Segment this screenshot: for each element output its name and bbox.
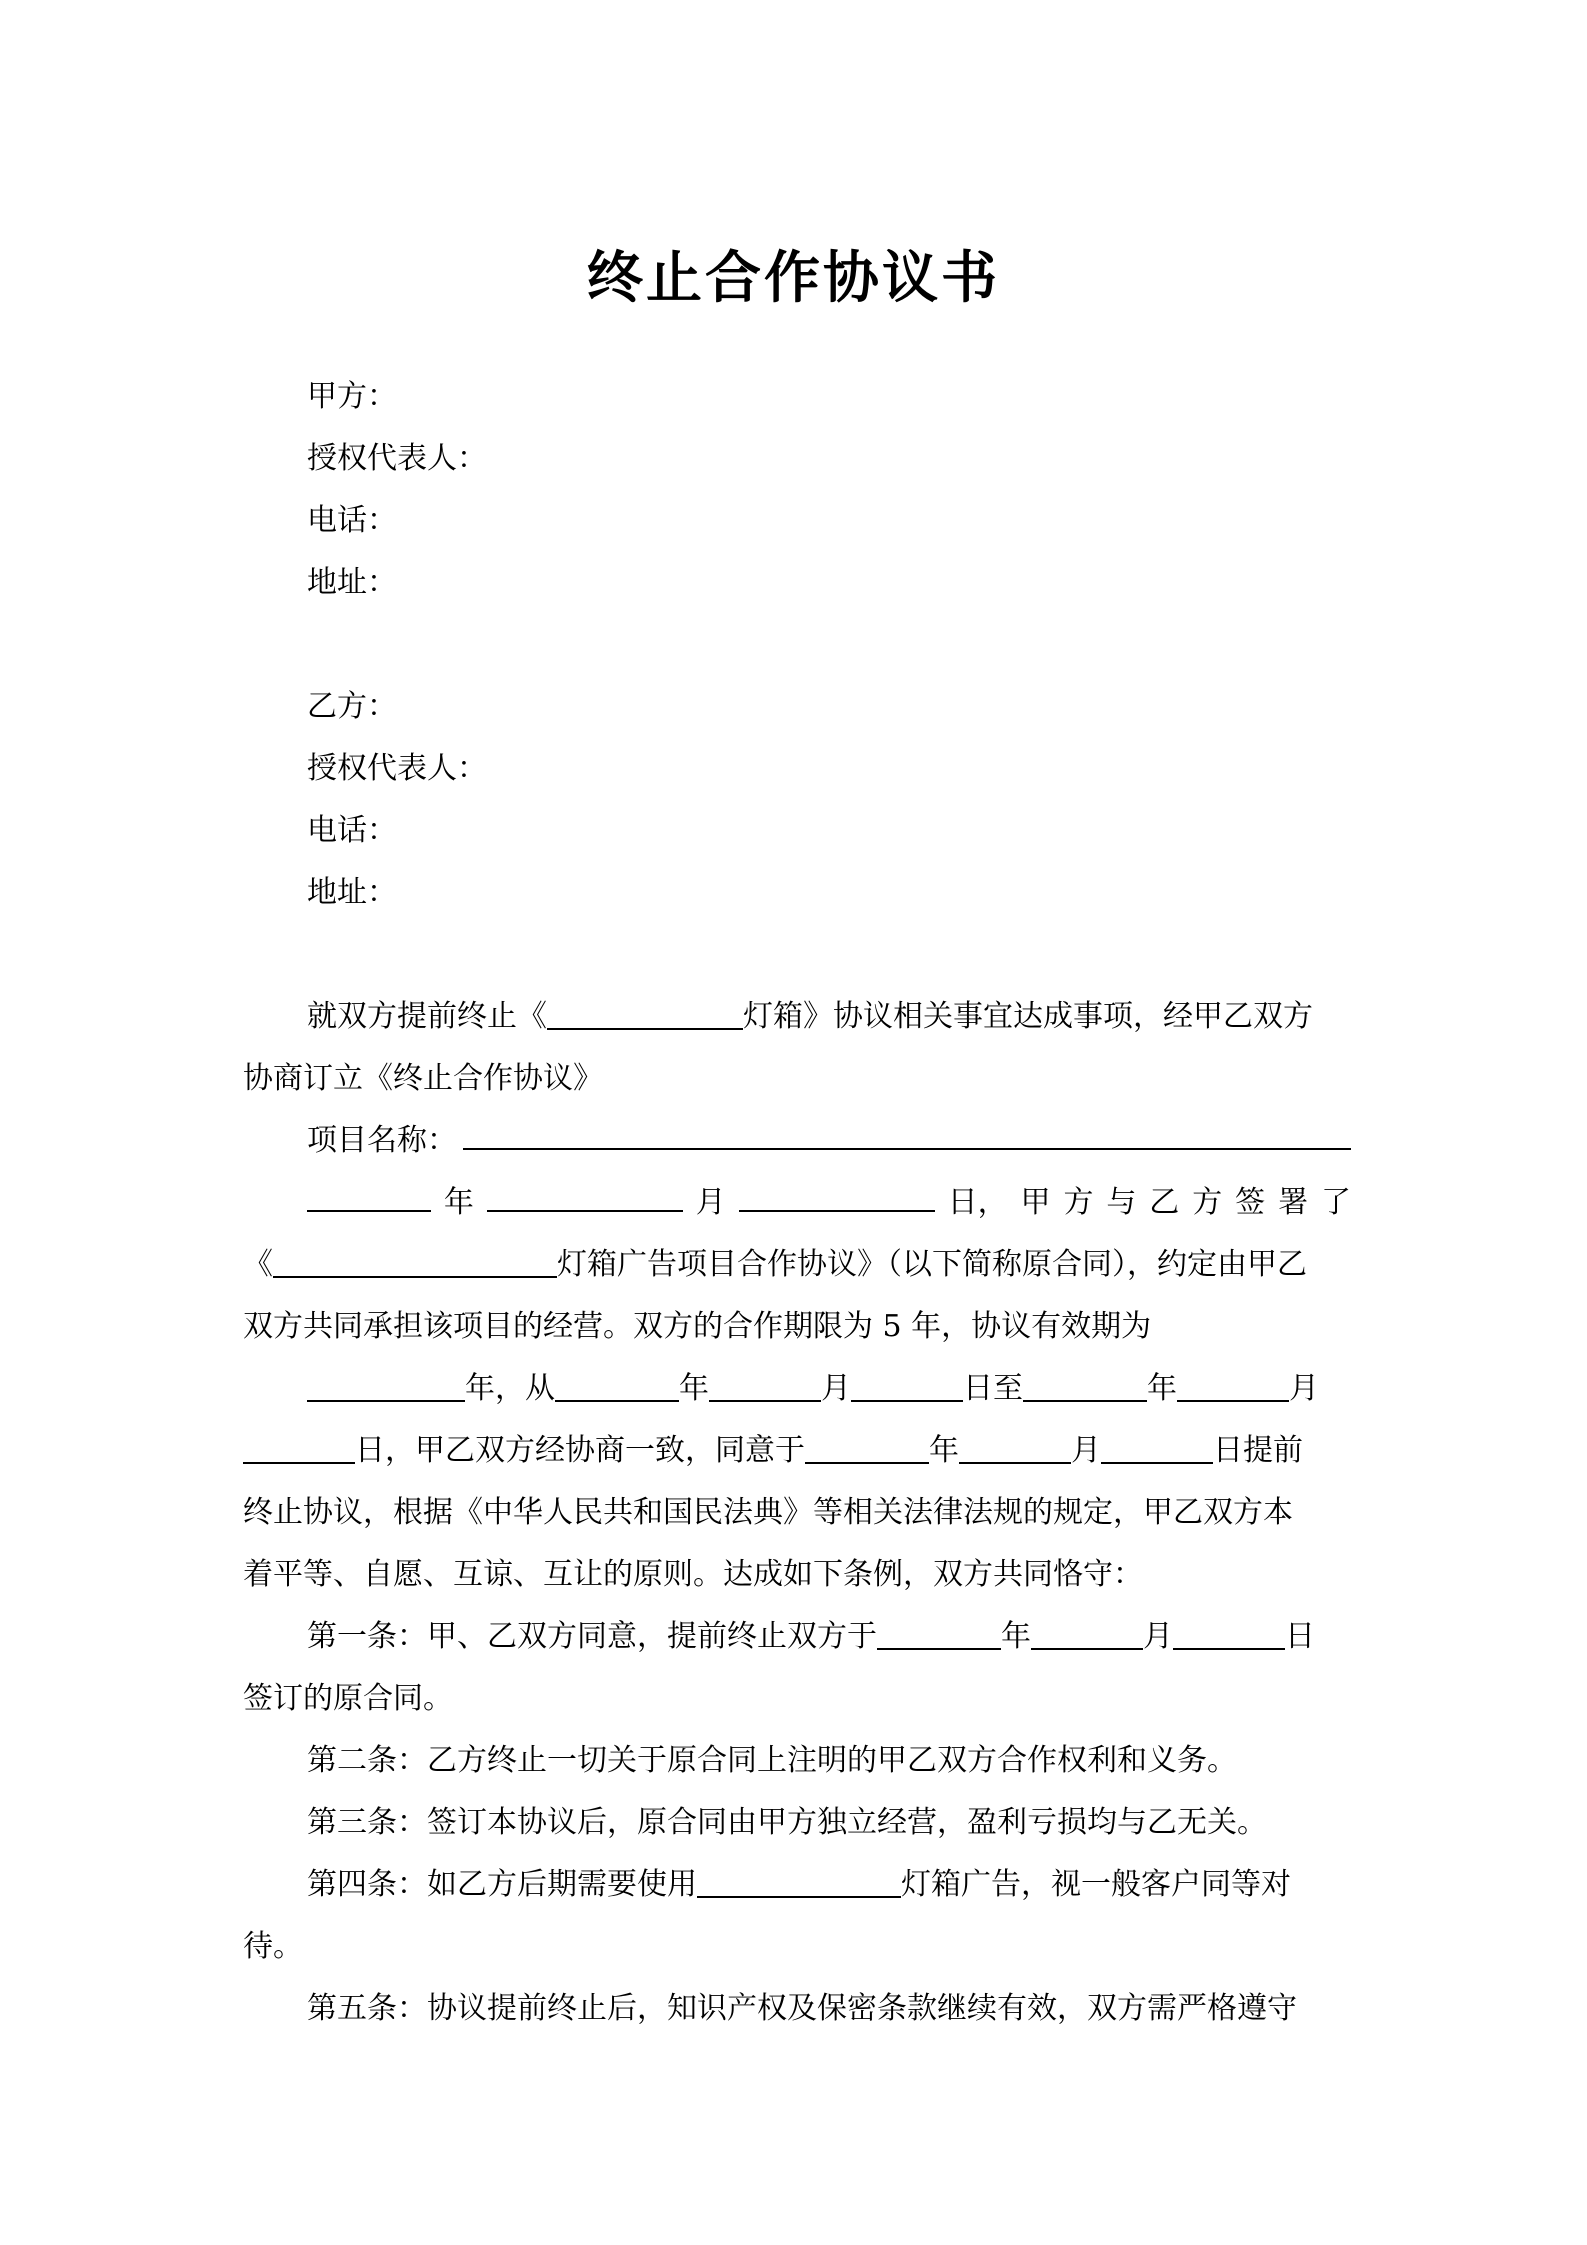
article-1-line-2: 签订的原合同。 [243,1681,453,1716]
article-1-month-blank[interactable] [1031,1618,1143,1650]
contract-name-text: 灯箱广告项目合作协议》（以下简称原合同），约定由甲乙 [557,1247,1307,1282]
article-1-text: 第一条：甲、乙双方同意，提前终止双方于 [307,1619,877,1654]
signed-char: 与 [1106,1185,1137,1220]
term-text: 日提前 [1213,1433,1303,1468]
article-1-text: 日 [1285,1619,1315,1654]
end-year-blank[interactable] [1023,1370,1147,1402]
term-text: 年 [679,1371,709,1406]
article-1-text: 年 [1001,1619,1031,1654]
signing-month-label: 月 [695,1185,726,1220]
term-text: 日，甲乙双方经协商一致，同意于 [355,1433,805,1468]
end-month-blank[interactable] [1177,1370,1289,1402]
quote-open: 《 [243,1247,273,1282]
signing-month-blank[interactable] [487,1180,683,1212]
signed-char: 了 [1320,1185,1351,1220]
term-text: 月 [821,1371,851,1406]
preamble-text: 灯箱》协议相关事宜达成事项，经甲乙双方 [743,999,1313,1034]
party-b-name-label: 乙方： [307,689,397,724]
signing-year-blank[interactable] [307,1180,431,1212]
signing-year-label: 年 [443,1185,474,1220]
signed-char: 方 [1063,1185,1094,1220]
start-month-blank[interactable] [709,1370,821,1402]
signing-day-blank[interactable] [739,1180,935,1212]
party-b-rep-label: 授权代表人： [307,751,487,786]
article-1-text: 月 [1143,1619,1173,1654]
document-body [243,366,1351,2040]
start-year-blank[interactable] [555,1370,679,1402]
preamble-line-2: 协商订立《终止合作协议》 [243,1061,603,1096]
document-title: 终止合作协议书 [587,245,1000,311]
term-line-1 [243,1358,1351,1420]
project-name-blank[interactable] [463,1118,1351,1150]
party-a-rep-label: 授权代表人： [307,441,487,476]
article-1-year-blank[interactable] [877,1618,1001,1650]
early-year-blank[interactable] [805,1432,929,1464]
article-5: 第五条：协议提前终止后，知识产权及保密条款继续有效，双方需严格遵守 [307,1991,1297,2026]
party-b-phone-label: 电话： [307,813,397,848]
article-1-line-1 [243,1606,1351,1668]
spacer [243,614,1351,676]
project-name-label: 项目名称： [307,1123,457,1158]
article-2: 第二条：乙方终止一切关于原合同上注明的甲乙双方合作权利和义务。 [307,1743,1237,1778]
early-day-blank[interactable] [1101,1432,1213,1464]
preamble-text: 就双方提前终止《 [307,999,547,1034]
article-4-text: 灯箱广告，视一般客户同等对 [901,1867,1291,1902]
article-4-text: 第四条：如乙方后期需要使用 [307,1867,697,1902]
term-text: 年 [1147,1371,1177,1406]
term-years-blank[interactable] [307,1370,465,1402]
contract-name-blank[interactable] [273,1246,557,1278]
term-text-line: 双方共同承担该项目的经营。双方的合作期限为 5 年，协议有效期为 [243,1309,1152,1344]
signed-char: 甲 [1020,1185,1051,1220]
signed-char: 方 [1192,1185,1223,1220]
signing-day-label: 日， [947,1185,1008,1220]
article-4-lightbox-blank[interactable] [697,1866,901,1898]
party-a-name-label: 甲方： [307,379,397,414]
signed-char: 签 [1235,1185,1266,1220]
party-b-address-label: 地址： [307,875,397,910]
spacer [243,924,1351,986]
principle-text-line: 着平等、自愿、互谅、互让的原则。达成如下条例，双方共同恪守： [243,1557,1143,1592]
term-text: 年，从 [465,1371,555,1406]
preamble-line-1 [243,986,1351,1048]
article-1-day-blank[interactable] [1173,1618,1285,1650]
end-day-blank[interactable] [243,1432,355,1464]
term-line-2 [243,1420,1351,1482]
party-a-address-label: 地址： [307,565,397,600]
signed-char: 乙 [1149,1185,1180,1220]
law-text-line: 终止协议，根据《中华人民共和国民法典》等相关法律法规的规定，甲乙双方本 [243,1495,1293,1530]
article-4-line-1 [243,1854,1351,1916]
signed-char: 署 [1278,1185,1309,1220]
lightbox-name-blank[interactable] [547,998,743,1030]
term-text: 月 [1071,1433,1101,1468]
article-3: 第三条：签订本协议后，原合同由甲方独立经营，盈利亏损均与乙无关。 [307,1805,1267,1840]
party-a-phone-label: 电话： [307,503,397,538]
signing-date-row [243,1172,1351,1234]
term-text: 年 [929,1433,959,1468]
term-text: 月 [1289,1371,1319,1406]
contract-name-line [243,1234,1351,1296]
project-name-row [243,1110,1351,1172]
start-day-blank[interactable] [851,1370,963,1402]
term-text: 日至 [963,1371,1023,1406]
early-month-blank[interactable] [959,1432,1071,1464]
article-4-line-2: 待。 [243,1929,303,1964]
